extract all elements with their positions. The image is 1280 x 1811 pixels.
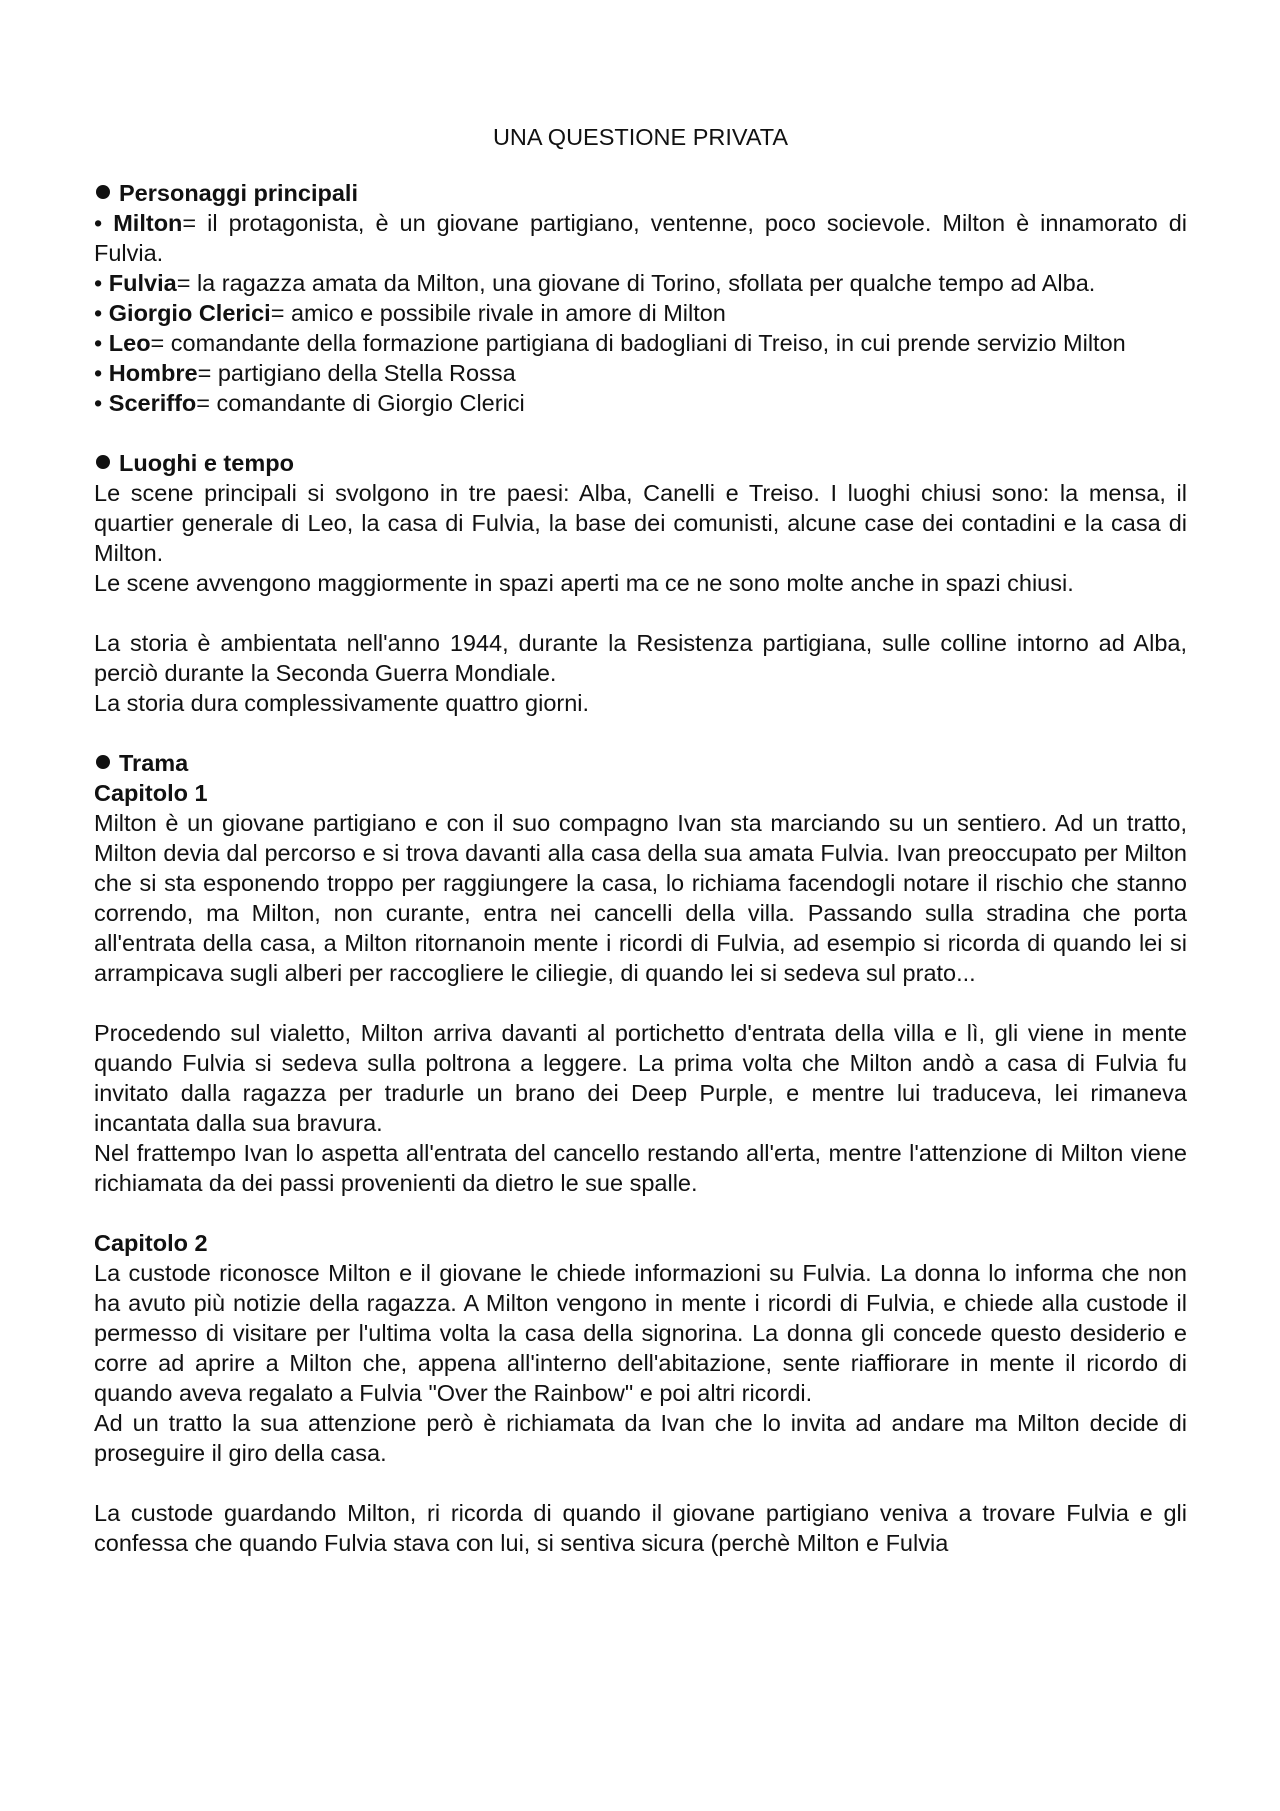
paragraph: La custode guardando Milton, ri ricorda di quando il giovane partigiano veniva a trovare Fulvia e gli confessa che quando Fulvia stava con lui, si sentiva sicura (perchè Milton e Fulvia — [94, 1500, 1187, 1556]
character-item: • Sceriffo= comandante di Giorgio Clerici — [94, 390, 525, 416]
chapter-heading: Capitolo 1 — [94, 780, 208, 806]
section-heading-text: Personaggi principali — [119, 180, 358, 206]
character-item: • Giorgio Clerici= amico e possibile rivale in amore di Milton — [94, 300, 726, 326]
section-heading-text: Luoghi e tempo — [119, 450, 294, 476]
bullet-dot-icon — [96, 455, 110, 469]
character-description: = la ragazza amata da Milton, una giovane di Torino, sfollata per qualche tempo ad Alba. — [176, 270, 1096, 296]
spacer — [94, 718, 1187, 748]
character-name: Sceriffo — [108, 390, 197, 416]
spacer — [94, 598, 1187, 628]
spacer — [94, 988, 1187, 1018]
character-name: Fulvia — [108, 270, 177, 296]
section-heading-plot — [94, 748, 1187, 778]
paragraph: Ad un tratto la sua attenzione però è richiamata da Ivan che lo invita ad andare ma Milton decide di proseguire il giro della casa. — [94, 1410, 1187, 1466]
paragraph: La custode riconosce Milton e il giovane le chiede informazioni su Fulvia. La donna lo informa che non ha avuto più notizie della ragazza. A Milton vengono in mente i ricordi di Fulvia, e chiede alla custode il permesso di visitare per l'ultima volta la casa della signorina. La donna gli concede questo desiderio e corre ad aprire a Milton che, appena all'interno dell'abitazione, sente riaffiorare in mente il ricordo di quando aveva regalato a Fulvia "Over the Rainbow" e poi altri ricordi. — [94, 1260, 1187, 1406]
paragraph: La storia è ambientata nell'anno 1944, durante la Resistenza partigiana, sulle colline intorno ad Alba, perciò durante la Seconda Guerra Mondiale. — [94, 630, 1187, 686]
character-name: Hombre — [108, 360, 198, 386]
bullet-dot-icon — [96, 755, 110, 769]
character-name: Milton — [113, 210, 183, 236]
character-item: • Leo= comandante della formazione partigiana di badogliani di Treiso, in cui prende servizio Milton — [94, 330, 1126, 356]
character-name: Leo — [108, 330, 151, 356]
document-title: UNA QUESTIONE PRIVATA — [492, 124, 789, 150]
bullet-dot-icon — [96, 185, 110, 199]
document-page — [94, 122, 1187, 1558]
paragraph: La storia dura complessivamente quattro giorni. — [94, 690, 590, 716]
character-item: • Milton= il protagonista, è un giovane partigiano, ventenne, poco socievole. Milton è innamorato di Fulvia. — [94, 210, 1187, 266]
section-heading-text: Trama — [119, 750, 189, 776]
character-item: • Fulvia= la ragazza amata da Milton, una giovane di Torino, sfollata per qualche tempo ad Alba. — [94, 270, 1096, 296]
chapter-heading: Capitolo 2 — [94, 1230, 208, 1256]
section-heading-places — [94, 448, 1187, 478]
character-item: • Hombre= partigiano della Stella Rossa — [94, 360, 516, 386]
spacer — [94, 418, 1187, 448]
character-description: = il protagonista, è un giovane partigiano, ventenne, poco socievole. Milton è innamorato di Fulvia. — [94, 210, 1187, 266]
character-description: = comandante della formazione partigiana di badogliani di Treiso, in cui prende servizio Milton — [150, 330, 1126, 356]
section-heading-characters — [94, 178, 1187, 208]
character-name: Giorgio Clerici — [108, 300, 271, 326]
paragraph: Le scene principali si svolgono in tre paesi: Alba, Canelli e Treiso. I luoghi chiusi sono: la mensa, il quartier generale di Leo, la casa di Fulvia, la base dei comunisti, alcune case dei contadini e la casa di Milton. — [94, 480, 1187, 566]
spacer — [94, 1198, 1187, 1228]
paragraph: Le scene avvengono maggiormente in spazi aperti ma ce ne sono molte anche in spazi chiusi. — [94, 570, 1074, 596]
paragraph: Milton è un giovane partigiano e con il suo compagno Ivan sta marciando su un sentiero. Ad un tratto, Milton devia dal percorso e si trova davanti alla casa della sua amata Fulvia. Ivan preoccupato per Milton che si sta esponendo troppo per raggiungere la casa, lo richiama facendogli notare il rischio che stanno correndo, ma Milton, non curante, entra nei cancelli della villa. Passando sulla stradina che porta all'entrata della casa, a Milton ritornanoin mente i ricordi di Fulvia, ad esempio si ricorda di quando lei si arrampicava sugli alberi per raccogliere le ciliegie, di quando lei si sedeva sul prato... — [94, 810, 1187, 986]
paragraph: Procedendo sul vialetto, Milton arriva davanti al portichetto d'entrata della villa e lì, gli viene in mente quando Fulvia si sedeva sulla poltrona a leggere. La prima volta che Milton andò a casa di Fulvia fu invitato dalla ragazza per tradurle un brano dei Deep Purple, e mentre lui traduceva, lei rimaneva incantata dalla sua bravura. — [94, 1020, 1187, 1136]
character-description: = partigiano della Stella Rossa — [197, 360, 516, 386]
paragraph: Nel frattempo Ivan lo aspetta all'entrata del cancello restando all'erta, mentre l'attenzione di Milton viene richiamata da dei passi provenienti da dietro le sue spalle. — [94, 1140, 1187, 1196]
spacer — [94, 1468, 1187, 1498]
character-description: = comandante di Giorgio Clerici — [196, 390, 525, 416]
character-description: = amico e possibile rivale in amore di Milton — [270, 300, 726, 326]
